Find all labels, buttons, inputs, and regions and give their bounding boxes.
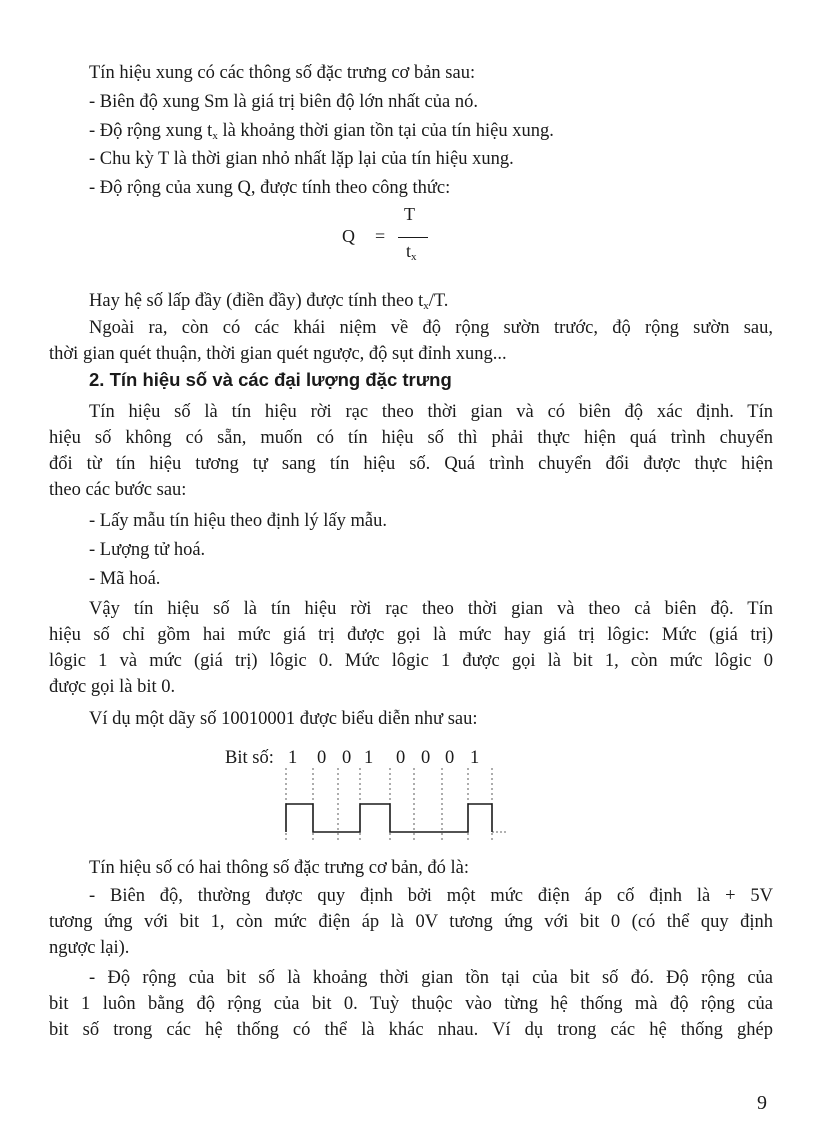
param-width-rest: là khoảng thời gian tồn tại của tín hiệu xung. [217,121,554,141]
bits-label: Bit số: [225,748,274,768]
intro-line: Tín hiệu xung có các thông số đặc trưng cơ bản sau: [89,63,476,83]
param-width [89,118,554,149]
digital-def-4: theo các bước sau: [49,480,187,500]
bit-width-1 [49,965,773,991]
bit-width-1-text: - Độ rộng của bit số là khoảng thời gian tồn tại của bit số đó. Độ rộng của [89,968,773,988]
other-concepts-1-text: Ngoài ra, còn có các khái niệm về độ rộng sườn trước, độ rộng sườn sau, [89,318,773,338]
fill-factor-text: Hay hệ số lấp đầy (điền đầy) được tính theo t [89,291,424,311]
fill-factor-rest: /T. [428,291,449,311]
amplitude-3: ngược lại). [49,938,130,958]
step-sampling: - Lấy mẫu tín hiệu theo định lý lấy mẫu. [89,511,387,531]
bit-digit: 0 [445,748,455,768]
amplitude-1 [49,883,773,909]
param-width-text: - Độ rộng xung t [89,121,213,141]
formula-numerator: T [404,204,415,224]
digital-summary-1-text: Vậy tín hiệu số là tín hiệu rời rạc theo thời gian và theo cả biên độ. Tín [89,599,773,619]
digital-waveform [280,766,520,846]
other-concepts-2: thời gian quét thuận, thời gian quét ngược, độ sụt đỉnh xung... [49,344,507,364]
digital-summary-3: lôgic 1 và mức (giá trị) lôgic 0. Mức lôgic 1 được gọi là bit 1, còn mức lôgic 0 [49,651,773,671]
formula-equals: = [375,226,386,246]
fill-factor-subscript: x [423,300,429,312]
amplitude-2: tương ứng với bit 1, còn mức điện áp là 0V tương ứng với bit 0 (có thể quy định [49,912,773,932]
bit-digit: 1 [288,748,298,768]
digital-def-3: đổi từ tín hiệu tương tự sang tín hiệu số. Quá trình chuyển đổi được thực hiện [49,454,773,474]
bit-digit: 0 [396,748,406,768]
example-intro: Ví dụ một dãy số 10010001 được biểu diễn như sau: [89,709,478,729]
fraction-bar [398,237,428,238]
section-heading: 2. Tín hiệu số và các đại lượng đặc trưng [89,369,452,390]
bit-digit: 0 [421,748,431,768]
two-params: Tín hiệu số có hai thông số đặc trưng cơ bản, đó là: [89,858,469,878]
bit-digit: 0 [317,748,327,768]
bit-digit: 1 [470,748,480,768]
param-width-subscript: x [212,130,218,142]
formula-denominator [406,241,417,263]
bit-digit: 0 [342,748,352,768]
other-concepts-1 [49,315,773,341]
digital-summary-4: được gọi là bit 0. [49,677,176,697]
bit-digit: 1 [364,748,374,768]
digital-def-1-text: Tín hiệu số là tín hiệu rời rạc theo thời gian và có biên độ xác định. Tín [89,402,773,422]
bit-width-3: bit số trong các hệ thống có thể là khác nhau. Ví dụ trong các hệ thống ghép [49,1020,773,1040]
formula-denominator-subscript: x [411,251,417,263]
amplitude-1-text: - Biên độ, thường được quy định bởi một mức điện áp cố định là + 5V [89,886,773,906]
param-q: - Độ rộng của xung Q, được tính theo công thức: [89,178,451,198]
step-quantization: - Lượng tử hoá. [89,540,206,560]
step-encoding: - Mã hoá. [89,569,161,589]
page-number: 9 [757,1092,767,1114]
digital-summary-2: hiệu số chỉ gồm hai mức giá trị được gọi là mức hay giá trị lôgic: Mức (giá trị) [49,625,773,645]
param-amplitude: - Biên độ xung Sm là giá trị biên độ lớn nhất của nó. [89,92,478,112]
digital-summary-1 [49,596,773,622]
formula-denominator-text: t [406,241,412,261]
digital-def-2: hiệu số không có sẵn, muốn có tín hiệu số thì phải thực hiện quá trình chuyển [49,428,773,448]
param-period: - Chu kỳ T là thời gian nhỏ nhất lặp lại của tín hiệu xung. [89,149,514,169]
bit-width-2: bit 1 luôn bằng độ rộng của bit 0. Tuỳ thuộc vào từng hệ thống mà độ rộng của [49,994,773,1014]
q-formula [342,204,452,266]
formula-lhs: Q [342,226,355,246]
signal-trace [286,804,492,832]
digital-def-1 [49,399,773,425]
